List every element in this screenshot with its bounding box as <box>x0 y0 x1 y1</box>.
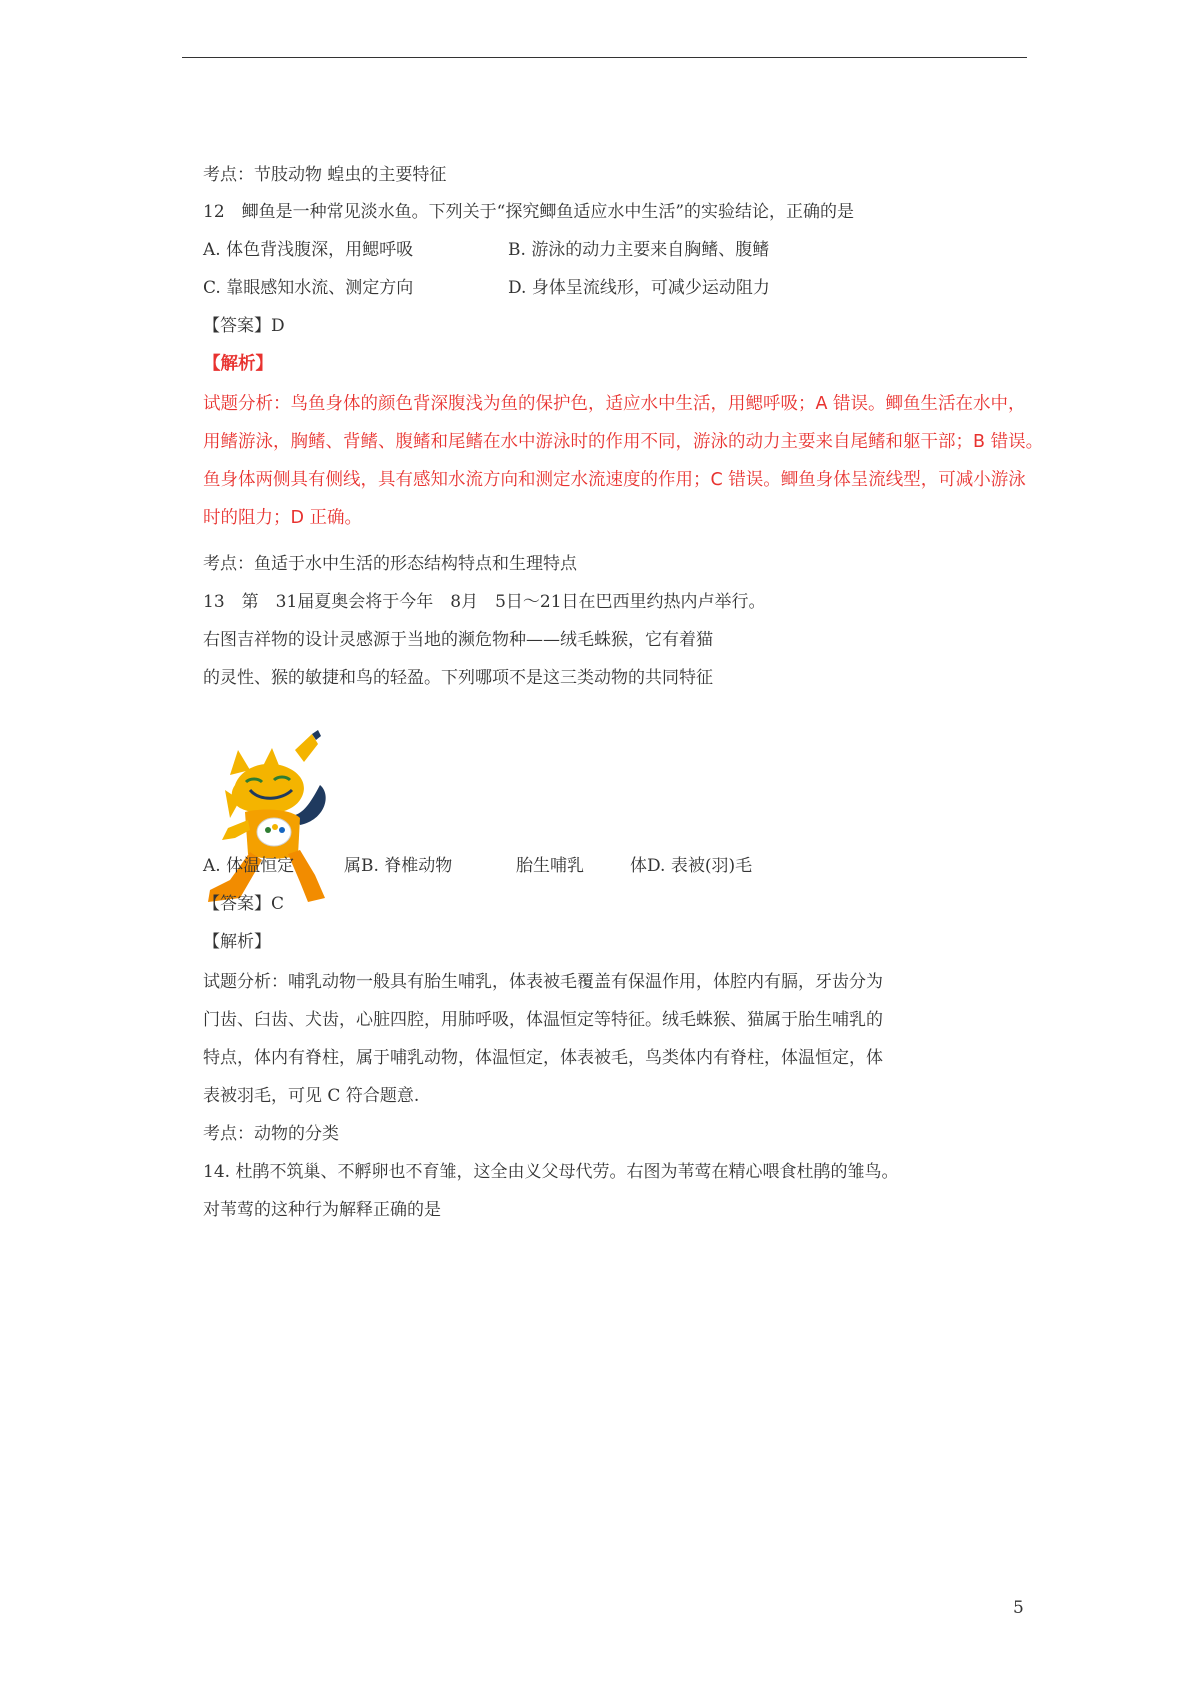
q12-option-d-text: 身体呈流线形，可减少运动阻力 <box>531 278 770 298</box>
q13-option-b: 属B. 脊椎动物 <box>344 856 453 876</box>
q13-analysis-line-3: 特点，体内有脊柱，属于哺乳动物，体温恒定，体表被毛，鸟类体内有脊柱，体温恒定，体 <box>203 1048 883 1068</box>
q13-stem-line-1: 13 第 31届夏奥会将于今年 8月 5日～21日在巴西里约热内卢举行。 <box>203 592 766 612</box>
q12-option-c: C. 靠眼感知水流、测定方向 <box>203 278 414 298</box>
q13-analysis-line-4: 表被羽毛，可见 C 符合题意. <box>203 1086 420 1106</box>
q12-analysis-title: 【解析】 <box>203 354 273 374</box>
q13-option-d: 体D. 表被(羽)毛 <box>630 856 753 876</box>
olympic-mascot-image <box>200 730 340 905</box>
q12-analysis-line-4: 时的阻力；D 正确。 <box>203 508 363 528</box>
q12-stem: 12 鲫鱼是一种常见淡水鱼。下列关于“探究鲫鱼适应水中生活”的实验结论，正确的是 <box>203 202 855 222</box>
q12-answer: 【答案】D <box>203 316 285 336</box>
q12-kaodian: 考点：鱼适于水中生活的形态结构特点和生理特点 <box>203 554 577 574</box>
q13-stem-line-3: 的灵性、猴的敏捷和鸟的轻盈。下列哪项不是这三类动物的共同特征 <box>203 668 713 688</box>
q12-option-a: A. 体色背浅腹深，用鳃呼吸 <box>203 240 414 260</box>
q12-analysis-line-3: 鱼身体两侧具有侧线，具有感知水流方向和测定水流速度的作用；C 错误。鲫鱼身体呈流线型，可减小游泳 <box>203 470 1026 490</box>
q13-option-c: 胎生哺乳 <box>516 856 584 876</box>
q14-stem-line-1: 14. 杜鹃不筑巢、不孵卵也不育雏，这全由义父母代劳。右图为苇莺在精心喂食杜鹃的雏鸟。 <box>203 1162 899 1182</box>
q12-analysis-line-1: 试题分析：鸟鱼身体的颜色背深腹浅为鱼的保护色，适应水中生活，用鳃呼吸；A 错误。鲫鱼生活在水中， <box>203 394 1026 414</box>
q13-kaodian: 考点：动物的分类 <box>203 1124 339 1144</box>
q12-option-d <box>508 276 770 300</box>
q13-stem-line-2: 右图吉祥物的设计灵感源于当地的濒危物种——绒毛蛛猴，它有着猫 <box>203 630 713 650</box>
q13-option-a: A. 体温恒定 <box>203 856 295 876</box>
q13-analysis-line-1: 试题分析：哺乳动物一般具有胎生哺乳，体表被毛覆盖有保温作用，体腔内有膈，牙齿分为 <box>203 972 883 992</box>
q14-stem-line-2: 对苇莺的这种行为解释正确的是 <box>203 1200 441 1220</box>
q12-option-b <box>508 238 769 262</box>
page-number: 5 <box>1013 1598 1024 1618</box>
header-rule <box>182 57 1027 58</box>
q12-analysis-line-2: 用鳍游泳，胸鳍、背鳍、腹鳍和尾鳍在水中游泳时的作用不同，游泳的动力主要来自尾鳍和躯干部；B 错误。 <box>203 432 1044 452</box>
q12-option-b-text: 游泳的动力主要来自胸鳍、腹鳍 <box>531 240 770 260</box>
q13-analysis-line-2: 门齿、臼齿、犬齿，心脏四腔，用肺呼吸，体温恒定等特征。绒毛蛛猴、猫属于胎生哺乳的 <box>203 1010 883 1030</box>
q13-analysis-title: 【解析】 <box>203 932 271 952</box>
q12-option-b-letter: B. <box>508 240 526 260</box>
q13-answer: 【答案】C <box>203 894 285 914</box>
q11-kaodian: 考点：节肢动物 蝗虫的主要特征 <box>203 165 447 185</box>
q12-option-d-letter: D. <box>508 278 527 298</box>
